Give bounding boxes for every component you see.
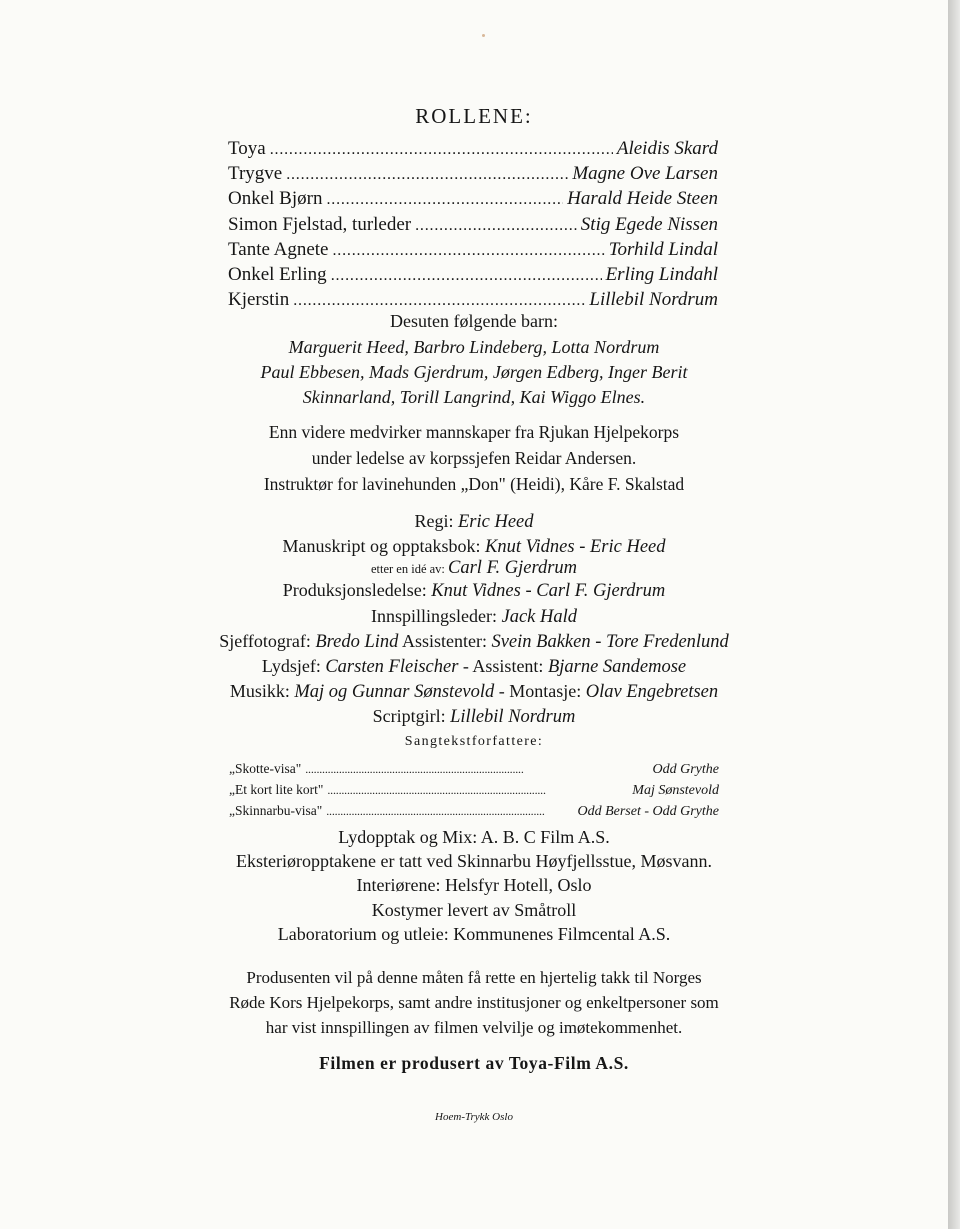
credit-label: Innspillingsleder:	[371, 605, 497, 626]
cast-row	[228, 213, 718, 238]
credit-foto	[0, 629, 948, 654]
children-line: Marguerit Heed, Barbro Lindeberg, Lotta Nordrum	[288, 337, 660, 357]
page-title: ROLLENE:	[415, 104, 533, 128]
cast-actor: Harald Heide Steen	[567, 188, 718, 210]
credit-lyd	[0, 654, 948, 679]
production-line: Interiørene: Helsfyr Hotell, Oslo	[356, 875, 592, 896]
cast-actor: Stig Egede Nissen	[580, 213, 718, 235]
cast-role: Onkel Erling	[228, 264, 327, 286]
leader-dots	[286, 163, 568, 187]
credit-value: Knut Vidnes - Eric Heed	[484, 537, 666, 558]
credit-value: Eric Heed	[457, 512, 534, 532]
cast-role: Tante Agnete	[228, 238, 329, 260]
production-line: Laboratorium og utleie: Kommunenes Filmcental A.S.	[277, 923, 671, 944]
credit-value: Maj og Gunnar Sønstevold	[294, 682, 495, 703]
children-line: Skinnarland, Torill Langrind, Kai Wiggo Elnes.	[302, 387, 646, 407]
credit-label: Regi:	[414, 511, 454, 531]
credit-label: Musikk:	[229, 681, 290, 702]
thanks-line: Produsenten vil på denne måten få rette en hjertelig takk til Norges	[246, 968, 702, 987]
credit-manus	[0, 534, 948, 559]
page-edge	[948, 0, 960, 1229]
children-heading: Desuten følgende barn:	[390, 311, 558, 331]
song-title: „Skotte-visa"	[229, 761, 302, 776]
cast-row	[228, 162, 718, 187]
cast-row	[228, 137, 718, 162]
children-line: Paul Ebbesen, Mads Gjerdrum, Jørgen Edberg, Inger Berit	[260, 362, 688, 382]
credit-label: Lydsjef:	[261, 656, 321, 677]
leader-dots	[326, 188, 563, 212]
song-author: Odd Grythe	[652, 762, 719, 777]
credit-value: Svein Bakken - Tore Fredenlund	[491, 631, 729, 652]
credit-value: Olav Engebretsen	[585, 682, 719, 703]
credit-label: Manuskript og opptaksbok:	[282, 536, 481, 557]
credit-value: Lillebil Nordrum	[450, 707, 576, 728]
song-title: „Et kort lite kort"	[229, 782, 324, 797]
cast-actor: Torhild Lindal	[608, 238, 718, 260]
cast-role: Toya	[228, 138, 266, 159]
leader-dots	[293, 289, 585, 313]
credit-label: Assistenter:	[401, 630, 487, 651]
cast-row	[228, 187, 718, 212]
crew-note-line: Instruktør for lavinehunden „Don" (Heidi), Kåre F. Skalstad	[263, 474, 685, 494]
credit-regi	[0, 509, 948, 534]
crew-notes	[0, 419, 948, 497]
crew-note-line: Enn videre medvirker mannskaper fra Rjukan Hjelpekorps	[268, 422, 680, 442]
production-line: Kostymer levert av Småtroll	[371, 899, 577, 920]
song-title: „Skinnarbu-visa"	[229, 803, 323, 818]
cast-actor: Lillebil Nordrum	[589, 289, 718, 311]
cast-role: Onkel Bjørn	[228, 188, 323, 210]
leader-dots	[327, 780, 628, 800]
cast-actor: Aleidis Skard	[616, 138, 718, 159]
credit-innspilling	[0, 604, 948, 629]
production-notes	[0, 825, 948, 946]
credits-list	[0, 509, 948, 730]
credit-label: Sjeffotograf:	[219, 630, 311, 651]
song-row	[229, 759, 719, 780]
producer-line: Filmen er produsert av Toya-Film A.S.	[319, 1053, 629, 1073]
cast-row	[228, 288, 718, 313]
production-line: Eksteriøropptakene er tatt ved Skinnarbu Høyfjellsstue, Møsvann.	[236, 851, 712, 872]
leader-dots	[326, 801, 573, 821]
cast-actor: Erling Lindahl	[605, 264, 718, 286]
songs-heading: Sangtekstforfattere:	[404, 734, 544, 749]
paper-speck	[482, 34, 485, 37]
credit-value: Knut Vidnes - Carl F. Gjerdrum	[431, 581, 666, 602]
credit-script	[0, 704, 948, 729]
leader-dots	[305, 759, 648, 779]
thanks-paragraph	[0, 965, 948, 1040]
cast-row	[228, 263, 718, 288]
leader-dots	[270, 138, 613, 162]
song-row	[229, 801, 719, 822]
printer-imprint: Hoem-Trykk Oslo	[435, 1111, 513, 1123]
cast-actor: Magne Ove Larsen	[572, 163, 718, 185]
credit-value: Carsten Fleischer	[325, 657, 459, 678]
cast-role: Trygve	[228, 163, 283, 185]
children-list	[0, 335, 948, 410]
leader-dots	[333, 239, 605, 263]
credit-value: Bredo Lind	[315, 631, 399, 652]
credit-value: Bjarne Sandemose	[547, 657, 687, 678]
cast-list	[228, 137, 718, 313]
credit-produksjon	[0, 578, 948, 603]
song-author: Maj Sønstevold	[632, 783, 719, 798]
leader-dots	[331, 264, 602, 288]
credit-label: - Assistent:	[462, 656, 544, 677]
cast-row	[228, 238, 718, 263]
credit-label: Produksjonsledelse:	[282, 580, 427, 601]
credit-value: Jack Hald	[501, 606, 577, 627]
cast-role: Kjerstin	[228, 289, 290, 311]
credit-musikk	[0, 679, 948, 704]
leader-dots	[415, 214, 577, 238]
credit-value: Carl F. Gjerdrum	[448, 558, 578, 579]
credit-label: - Montasje:	[498, 681, 582, 702]
cast-role: Simon Fjelstad, turleder	[228, 213, 412, 235]
credit-label: Scriptgirl:	[372, 706, 446, 727]
songs-list	[229, 759, 719, 822]
credit-ide	[0, 559, 948, 578]
thanks-line: har vist innspillingen av filmen velvilje og imøtekommenhet.	[265, 1018, 683, 1037]
credit-label: etter en idé av:	[370, 562, 445, 577]
crew-note-line: under ledelse av korpssjefen Reidar Andersen.	[311, 448, 637, 468]
production-line: Lydopptak og Mix: A. B. C Film A.S.	[338, 827, 610, 847]
song-author: Odd Berset - Odd Grythe	[577, 804, 719, 819]
song-row	[229, 780, 719, 801]
thanks-line: Røde Kors Hjelpekorps, samt andre institusjoner og enkeltpersoner som	[229, 993, 719, 1012]
